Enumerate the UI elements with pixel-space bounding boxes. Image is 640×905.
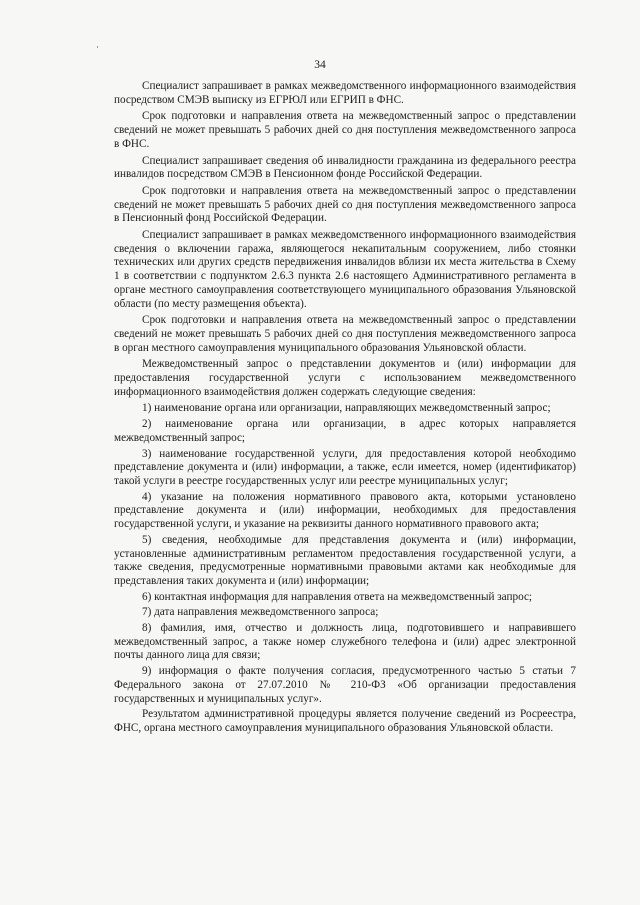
- list-item: 5) сведения, необходимые для представления документа и (или) информации, установленные административным регламентом предоставления государственной услуги, а также сведения, предусмотренные нормативными правовыми актами как необходимые для представления таких документа и (или) информации;: [114, 533, 576, 587]
- paragraph: Специалист запрашивает в рамках межведомственного информационного взаимодействия сведения о включении гаража, являющегося некапитальным сооружением, либо стоянки технических или других средств передвижения инвалидов вблизи их места жительства в Схему 1 в соответствии с подпунктом 2.6.3 пункта 2.6 настоящего Административного регламента в органе местного самоуправления соответствующего муниципального образования Ульяновской области (по месту размещения объекта).: [114, 229, 576, 310]
- paragraph: Срок подготовки и направления ответа на межведомственный запрос о представлении сведений не может превышать 5 рабочих дней со дня поступления межведомственного запроса в орган местного самоуправления муниципального образования Ульяновской области.: [114, 314, 576, 354]
- paragraph: Результатом административной процедуры является получение сведений из Росреестра, ФНС, органа местного самоуправления муниципального образования Ульяновской области.: [114, 708, 576, 734]
- list-item: 2) наименование органа или организации, в адрес которых направляется межведомственный запрос;: [114, 418, 576, 444]
- list-item: 7) дата направления межведомственного запроса;: [142, 606, 379, 619]
- document-body: [114, 80, 576, 739]
- list-item: 8) фамилия, имя, отчество и должность лица, подготовившего и направившего межведомственный запрос, а также номер служебного телефона и (или) адрес электронной почты данного лица для связи;: [114, 622, 576, 662]
- scan-speck: [97, 46, 98, 48]
- paragraph: Специалист запрашивает сведения об инвалидности гражданина из федерального реестра инвалидов посредством СМЭВ в Пенсионном фонде Российской Федерации.: [114, 154, 576, 181]
- paragraph: Межведомственный запрос о представлении документов и (или) информации для предоставления государственной услуги с использованием межведомственного информационного взаимодействия должен содержать следующие сведения:: [114, 358, 576, 398]
- paragraph: Срок подготовки и направления ответа на межведомственный запрос о представлении сведений не может превышать 5 рабочих дней со дня поступления межведомственного запроса в ФНС.: [114, 110, 576, 150]
- list-item: 9) информация о факте получения согласия, предусмотренного частью 5 статьи 7 Федерального закона от 27.07.2010 № 210-ФЗ «Об организации предоставления государственных и муниципальных услуг».: [114, 665, 576, 705]
- paragraph: Срок подготовки и направления ответа на межведомственный запрос о представлении сведений не может превышать 5 рабочих дней со дня поступления межведомственного запроса в Пенсионный фонд Российской Федерации.: [114, 184, 576, 225]
- list-item: 3) наименование государственной услуги, для предоставления которой необходимо представление документа и (или) информации, а также, если имеется, номер (идентификатор) такой услуги в реестре государственных услуг или реестре муниципальных услуг;: [114, 447, 576, 487]
- list-item: 4) указание на положения нормативного правового акта, которыми установлено представление документа и (или) информации, необходимых для предоставления государственной услуги, и указание на реквизиты данного нормативного правового акта;: [114, 490, 576, 531]
- list-item: 1) наименование органа или организации, направляющих межведомственный запрос;: [142, 402, 551, 415]
- list-item: 6) контактная информация для направления ответа на межведомственный запрос;: [142, 590, 533, 603]
- paragraph: Специалист запрашивает в рамках межведомственного информационного взаимодействия посредством СМЭВ выписку из ЕГРЮЛ или ЕГРИП в ФНС.: [114, 80, 576, 106]
- page-number: 34: [314, 59, 326, 71]
